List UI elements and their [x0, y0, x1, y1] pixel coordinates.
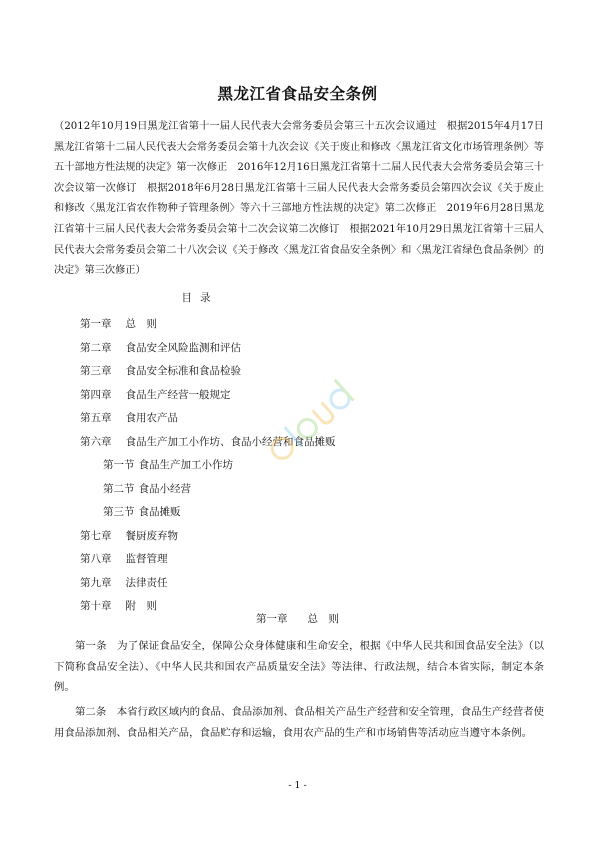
- article-1: 第一条 为了保证食品安全，保障公众身体健康和生命安全，根据《中华人民共和国食品安全法》（以下简称食品安全法）、《中华人民共和国农产品质量安全法》等法律、行政法规，结合本省实际，制定本条例。: [54, 640, 544, 693]
- toc-section-item: 第三节 食品摊贩: [103, 506, 181, 518]
- toc-item: 第三章 食品安全标准和食品检验: [80, 365, 241, 377]
- toc-item: 第五章 食用农产品: [80, 412, 178, 424]
- toc-item: 第九章 法律责任: [80, 576, 168, 589]
- chapter-heading: 第一章 总 则: [256, 613, 339, 625]
- toc-section-item: 第一节 食品生产加工小作坊: [103, 459, 233, 471]
- toc-section-item: 第二节 食品小经营: [103, 482, 191, 495]
- toc-item: 第一章 总 则: [80, 318, 157, 330]
- toc-item: 第七章 餐厨废弃物: [80, 529, 178, 542]
- toc-item: 第二章 食品安全风险监测和评估: [80, 341, 241, 354]
- toc-heading: 目录: [181, 292, 219, 304]
- legislative-history: （2012年10月19日黑龙江省第十一届人民代表大会常务委员会第三十五次会议通过 根据2015年4月17日黑龙江省第十二届人民代表大会常务委员会第十九次会议《关于废止和修改〈黑龙江省文化市场管理条例〉等五十部地方性法规的决定》第一次修正 2016年12月16日黑龙江省第十二届人民代表大会常务委员会第三十次会议第一次修订 根据2018年6月28日黑龙江省第十三届人民代表大会常务委员会第四次会议《关于废止和修改〈黑龙江省农作物种子管理条例〉等六十三部地方性法规的决定》第二次修正 2019年6月28日黑龙江省第十三届人民代表大会常务委员会第十二次会议第二次修订 根据2021年10月29日黑龙江省第十三届人民代表大会常务委员会第二十八次会议《关于修改〈黑龙江省食品安全条例〉和〈黑龙江省绿色食品条例〉的决定》第三次修正）: [54, 121, 544, 277]
- toc-item: 第四章 食品生产经营一般规定: [80, 388, 231, 401]
- toc-item: 第十章 附 则: [80, 600, 157, 612]
- article-2: 第二条 本省行政区域内的食品、食品添加剂、食品相关产品生产经营和安全管理，食品生产经营者使用食品添加剂、食品相关产品，食品贮存和运输，食用农产品的生产和市场销售等活动应当遵守本条例。: [54, 706, 544, 739]
- document-title: 黑龙江省食品安全条例: [217, 85, 378, 103]
- toc-item: 第八章 监督管理: [80, 553, 168, 565]
- page-number: - 1 -: [288, 780, 307, 791]
- toc-item: 第六章 食品生产加工小作坊、食品小经营和食品摊贩: [80, 435, 336, 448]
